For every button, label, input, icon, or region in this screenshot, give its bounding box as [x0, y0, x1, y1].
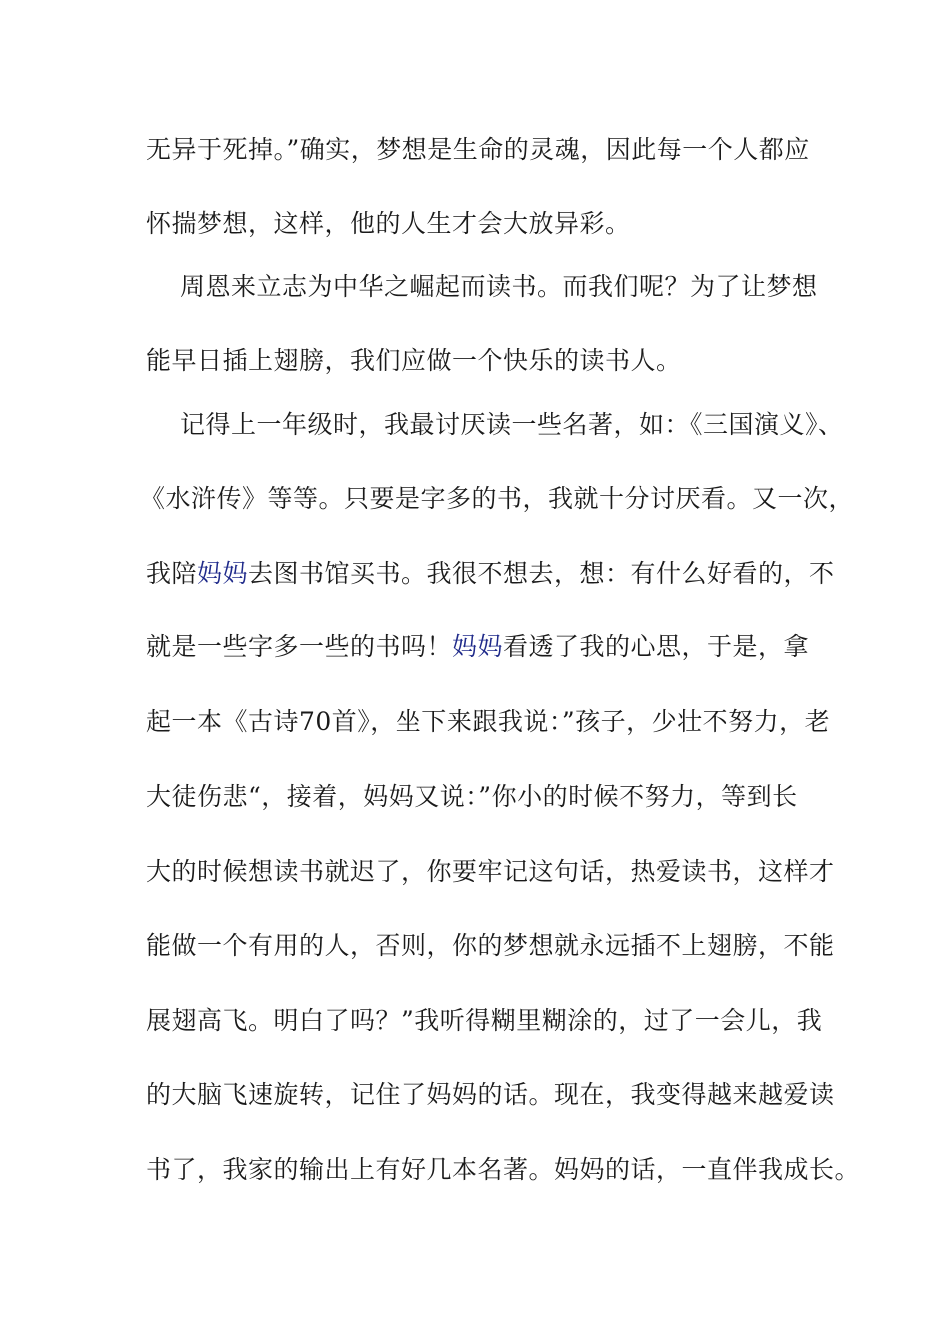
- text-line: [146, 632, 826, 662]
- text-line: 大的时候想读书就迟了，你要牢记这句话，热爱读书，这样才: [146, 857, 835, 886]
- text-segment: 我陪: [146, 559, 198, 588]
- text-segment: 去图书馆买书。我很不想去，想：有什么好看的，不: [248, 559, 835, 588]
- paragraph-first-line: 周恩来立志为中华之崛起而读书。而我们呢？为了让梦想: [180, 272, 818, 301]
- paragraph-first-line: 记得上一年级时，我最讨厌读一些名著，如：《三国演义》、: [180, 410, 844, 439]
- text-line: 怀揣梦想，这样，他的人生才会大放异彩。: [146, 209, 631, 238]
- text-line: 起一本《古诗70首》，坐下来跟我说：”孩子，少壮不努力，老: [146, 707, 831, 736]
- text-line: 书了，我家的输出上有好几本名著。妈妈的话，一直伴我成长。: [146, 1155, 861, 1184]
- text-line: 无异于死掉。”确实，梦想是生命的灵魂，因此每一个人都应: [146, 135, 810, 164]
- text-line: 展翅高飞。明白了吗？”我听得糊里糊涂的，过了一会儿，我: [146, 1006, 823, 1035]
- text-line: 大徒伤悲“，接着，妈妈又说：”你小的时候不努力，等到长: [146, 782, 798, 811]
- mama-link[interactable]: 妈妈: [197, 559, 249, 588]
- text-segment: 就是一些字多一些的书吗！: [146, 632, 453, 661]
- text-segment: 看透了我的心思，于是，拿: [503, 632, 810, 661]
- text-line: 能做一个有用的人，否则，你的梦想就永远插不上翅膀，不能: [146, 931, 835, 960]
- text-line: 《水浒传》等等。只要是字多的书，我就十分讨厌看。又一次，: [140, 484, 855, 513]
- text-line: 能早日插上翅膀，我们应做一个快乐的读书人。: [146, 346, 682, 375]
- text-line: [146, 559, 835, 589]
- text-line: 的大脑飞速旋转，记住了妈妈的话。现在，我变得越来越爱读: [146, 1080, 835, 1109]
- mama-link[interactable]: 妈妈: [452, 632, 504, 661]
